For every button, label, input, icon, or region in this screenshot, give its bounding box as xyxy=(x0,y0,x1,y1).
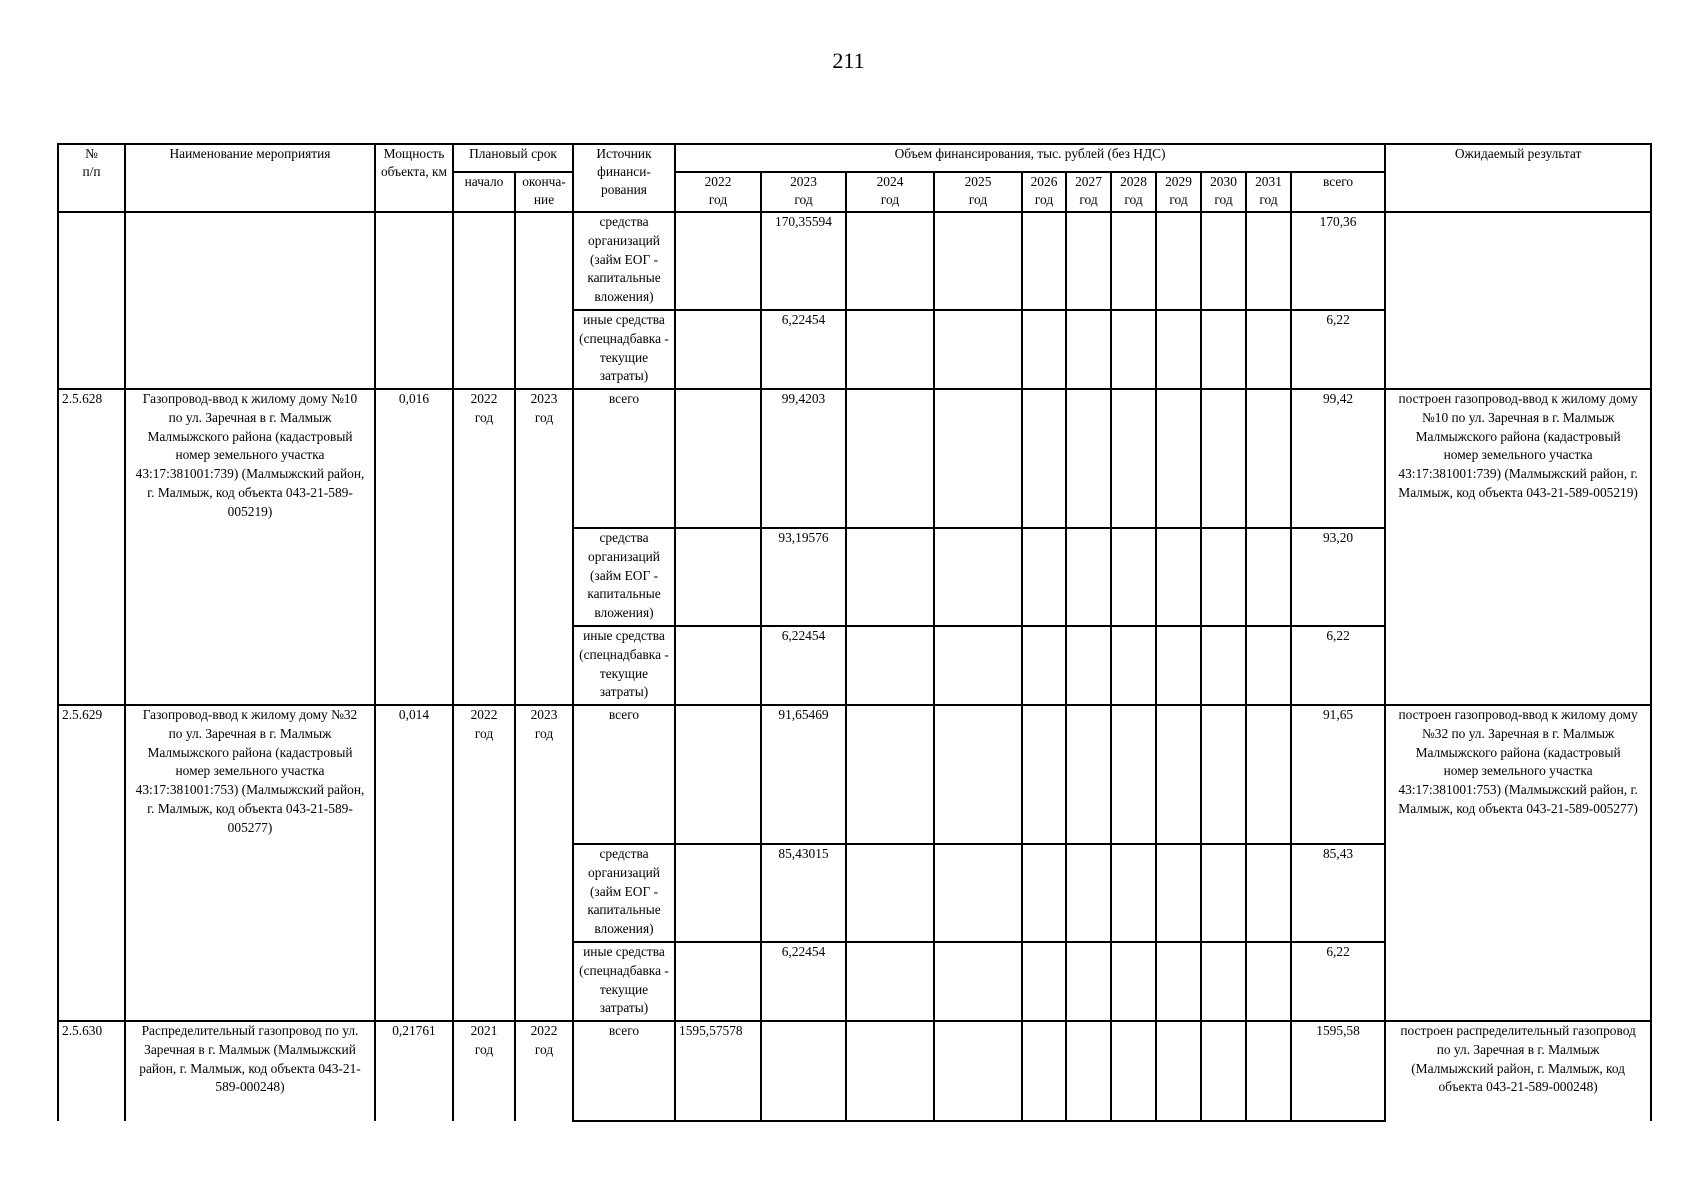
value-2023: 91,65469 xyxy=(761,705,846,844)
table-cell xyxy=(846,705,934,844)
header-year-2026: 2026 год xyxy=(1022,172,1066,212)
header-end: оконча- ние xyxy=(515,172,573,212)
table-cell xyxy=(1246,942,1291,1021)
table-cell xyxy=(1156,626,1201,705)
item-result: построен газопровод-ввод к жилому дому №10 по ул. Заречная в г. Малмыж Малмыжского района (кадастровый номер земельного участка 43:17:381001:739) (Малмыжский район, г. Малмыж, код объекта 043-21-589-005219) xyxy=(1385,389,1651,705)
table-cell xyxy=(934,844,1022,942)
table-cell xyxy=(1111,942,1156,1021)
table-cell xyxy=(1066,626,1111,705)
header-year-2024: 2024 год xyxy=(846,172,934,212)
table-cell xyxy=(1246,705,1291,844)
source-cell: всего xyxy=(573,1021,675,1121)
value-2022: 1595,57578 xyxy=(675,1021,761,1121)
item-end: 2023 год xyxy=(515,705,573,1021)
table-cell xyxy=(934,626,1022,705)
table-cell xyxy=(1022,528,1066,626)
table-cell xyxy=(1156,1021,1201,1121)
table-cell xyxy=(1111,389,1156,528)
value-2022 xyxy=(675,528,761,626)
table-cell xyxy=(1201,942,1246,1021)
table-cell xyxy=(1201,1021,1246,1121)
table-cell xyxy=(1111,528,1156,626)
table-cell xyxy=(1022,942,1066,1021)
header-capacity: Мощность объекта, км xyxy=(375,144,453,212)
header-year-2028: 2028 год xyxy=(1111,172,1156,212)
table-cell xyxy=(1246,389,1291,528)
item-capacity: 0,014 xyxy=(375,705,453,1021)
table-cell xyxy=(1022,389,1066,528)
value-2022 xyxy=(675,626,761,705)
table-cell xyxy=(934,212,1022,310)
table-cell xyxy=(846,528,934,626)
value-total: 85,43 xyxy=(1291,844,1385,942)
header-source: Источник финанси- рования xyxy=(573,144,675,212)
table-cell xyxy=(846,844,934,942)
result-cell xyxy=(1385,212,1651,389)
value-total: 170,36 xyxy=(1291,212,1385,310)
num-cell xyxy=(58,212,125,389)
value-2023: 6,22454 xyxy=(761,626,846,705)
item-capacity: 0,21761 xyxy=(375,1021,453,1121)
table-cell xyxy=(934,310,1022,389)
table-cell xyxy=(1066,212,1111,310)
table-cell xyxy=(1066,310,1111,389)
value-2022 xyxy=(675,212,761,310)
table-cell xyxy=(1201,389,1246,528)
value-2022 xyxy=(675,705,761,844)
value-2023: 6,22454 xyxy=(761,310,846,389)
page-number: 211 xyxy=(832,48,865,73)
item-start: 2022 год xyxy=(453,389,515,705)
table-cell xyxy=(846,942,934,1021)
source-cell: всего xyxy=(573,705,675,844)
source-cell: иные средства (спецнадбавка - текущие затраты) xyxy=(573,310,675,389)
table-cell xyxy=(1022,705,1066,844)
value-2022 xyxy=(675,942,761,1021)
header-period: Плановый срок xyxy=(453,144,573,172)
value-2023: 85,43015 xyxy=(761,844,846,942)
table-cell xyxy=(1156,310,1201,389)
header-year-2023: 2023 год xyxy=(761,172,846,212)
header-year-2025: 2025 год xyxy=(934,172,1022,212)
name-cell xyxy=(125,212,375,389)
table-cell xyxy=(1111,212,1156,310)
item-result: построен распределительный газопровод по ул. Заречная в г. Малмыж (Малмыжский район, г. Малмыж, код объекта 043-21-589-000248) xyxy=(1385,1021,1651,1121)
table-row xyxy=(58,705,1651,844)
table-cell xyxy=(1111,1021,1156,1121)
value-2023: 93,19576 xyxy=(761,528,846,626)
table-cell xyxy=(934,942,1022,1021)
value-2022 xyxy=(675,389,761,528)
table-cell xyxy=(1201,212,1246,310)
item-num: 2.5.629 xyxy=(58,705,125,1021)
table-cell xyxy=(1246,212,1291,310)
value-total: 6,22 xyxy=(1291,626,1385,705)
table-cell xyxy=(1201,528,1246,626)
table-cell xyxy=(934,389,1022,528)
source-cell: иные средства (спецнадбавка - текущие затраты) xyxy=(573,626,675,705)
item-start: 2022 год xyxy=(453,705,515,1021)
value-total: 1595,58 xyxy=(1291,1021,1385,1121)
financing-table xyxy=(57,143,1652,1122)
item-result: построен газопровод-ввод к жилому дому №32 по ул. Заречная в г. Малмыж Малмыжского района (кадастровый номер земельного участка 43:17:381001:753) (Малмыжский район, г. Малмыж, код объекта 043-21-589-005277) xyxy=(1385,705,1651,1021)
table-cell xyxy=(1156,389,1201,528)
item-end: 2022 год xyxy=(515,1021,573,1121)
header-result: Ожидаемый результат xyxy=(1385,144,1651,212)
table-cell xyxy=(1022,626,1066,705)
table-cell xyxy=(934,528,1022,626)
table-cell xyxy=(934,1021,1022,1121)
table-cell xyxy=(846,310,934,389)
table-cell xyxy=(1066,528,1111,626)
header-funding: Объем финансирования, тыс. рублей (без НДС) xyxy=(675,144,1385,172)
table-cell xyxy=(1201,626,1246,705)
table-cell xyxy=(1246,1021,1291,1121)
table-cell xyxy=(1156,705,1201,844)
value-total: 91,65 xyxy=(1291,705,1385,844)
table-cell xyxy=(1246,528,1291,626)
table-cell xyxy=(846,1021,934,1121)
value-total: 99,42 xyxy=(1291,389,1385,528)
table-cell xyxy=(1246,844,1291,942)
source-cell: средства организаций (займ ЕОГ - капитальные вложения) xyxy=(573,212,675,310)
table-cell xyxy=(1201,705,1246,844)
header-name: Наименование мероприятия xyxy=(125,144,375,212)
item-capacity: 0,016 xyxy=(375,389,453,705)
value-2023 xyxy=(761,1021,846,1121)
value-2022 xyxy=(675,310,761,389)
header-start: начало xyxy=(453,172,515,212)
source-cell: всего xyxy=(573,389,675,528)
table-cell xyxy=(1246,626,1291,705)
table-cell xyxy=(1156,212,1201,310)
table-cell xyxy=(1156,844,1201,942)
value-2022 xyxy=(675,844,761,942)
table-cell xyxy=(846,389,934,528)
source-cell: иные средства (спецнадбавка - текущие затраты) xyxy=(573,942,675,1021)
table-cell xyxy=(1066,1021,1111,1121)
value-2023: 6,22454 xyxy=(761,942,846,1021)
table-cell xyxy=(846,212,934,310)
table-cell xyxy=(1246,310,1291,389)
table-cell xyxy=(1156,528,1201,626)
item-name: Газопровод-ввод к жилому дому №32 по ул. Заречная в г. Малмыж Малмыжского района (кадастровый номер земельного участка 43:17:381001:753) (Малмыжский район, г. Малмыж, код объекта 043-21-589- 005277) xyxy=(125,705,375,1021)
item-start: 2021 год xyxy=(453,1021,515,1121)
value-2023: 99,4203 xyxy=(761,389,846,528)
table-cell xyxy=(1022,844,1066,942)
header-total: всего xyxy=(1291,172,1385,212)
header-year-2029: 2029 год xyxy=(1156,172,1201,212)
value-total: 93,20 xyxy=(1291,528,1385,626)
header-year-2030: 2030 год xyxy=(1201,172,1246,212)
table-cell xyxy=(1066,389,1111,528)
table-cell xyxy=(1022,1021,1066,1121)
table-cell xyxy=(1111,844,1156,942)
table-cell xyxy=(1022,310,1066,389)
table-cell xyxy=(1111,705,1156,844)
table-cell xyxy=(934,705,1022,844)
item-num: 2.5.630 xyxy=(58,1021,125,1121)
header-num: № п/п xyxy=(58,144,125,212)
table-cell xyxy=(1201,844,1246,942)
value-total: 6,22 xyxy=(1291,942,1385,1021)
table-cell xyxy=(1201,310,1246,389)
table-cell xyxy=(1111,310,1156,389)
value-total: 6,22 xyxy=(1291,310,1385,389)
table-row xyxy=(58,212,1651,310)
start-cell xyxy=(453,212,515,389)
header-year-2031: 2031 год xyxy=(1246,172,1291,212)
capacity-cell xyxy=(375,212,453,389)
header-year-2027: 2027 год xyxy=(1066,172,1111,212)
item-name: Газопровод-ввод к жилому дому №10 по ул. Заречная в г. Малмыж Малмыжского района (кадастровый номер земельного участка 43:17:381001:739) (Малмыжский район, г. Малмыж, код объекта 043-21-589- 005219) xyxy=(125,389,375,705)
end-cell xyxy=(515,212,573,389)
table-cell xyxy=(1066,705,1111,844)
source-cell: средства организаций (займ ЕОГ - капитальные вложения) xyxy=(573,528,675,626)
table-cell xyxy=(1022,212,1066,310)
table-cell xyxy=(1111,626,1156,705)
item-end: 2023 год xyxy=(515,389,573,705)
value-2023: 170,35594 xyxy=(761,212,846,310)
item-num: 2.5.628 xyxy=(58,389,125,705)
table-row xyxy=(58,1021,1651,1121)
table-cell xyxy=(1156,942,1201,1021)
table-cell xyxy=(1066,942,1111,1021)
header-year-2022: 2022 год xyxy=(675,172,761,212)
table-cell xyxy=(1066,844,1111,942)
table-row xyxy=(58,389,1651,528)
table-cell xyxy=(846,626,934,705)
source-cell: средства организаций (займ ЕОГ - капитальные вложения) xyxy=(573,844,675,942)
item-name: Распределительный газопровод по ул. Заречная в г. Малмыж (Малмыжский район, г. Малмыж, код объекта 043-21- 589-000248) xyxy=(125,1021,375,1121)
